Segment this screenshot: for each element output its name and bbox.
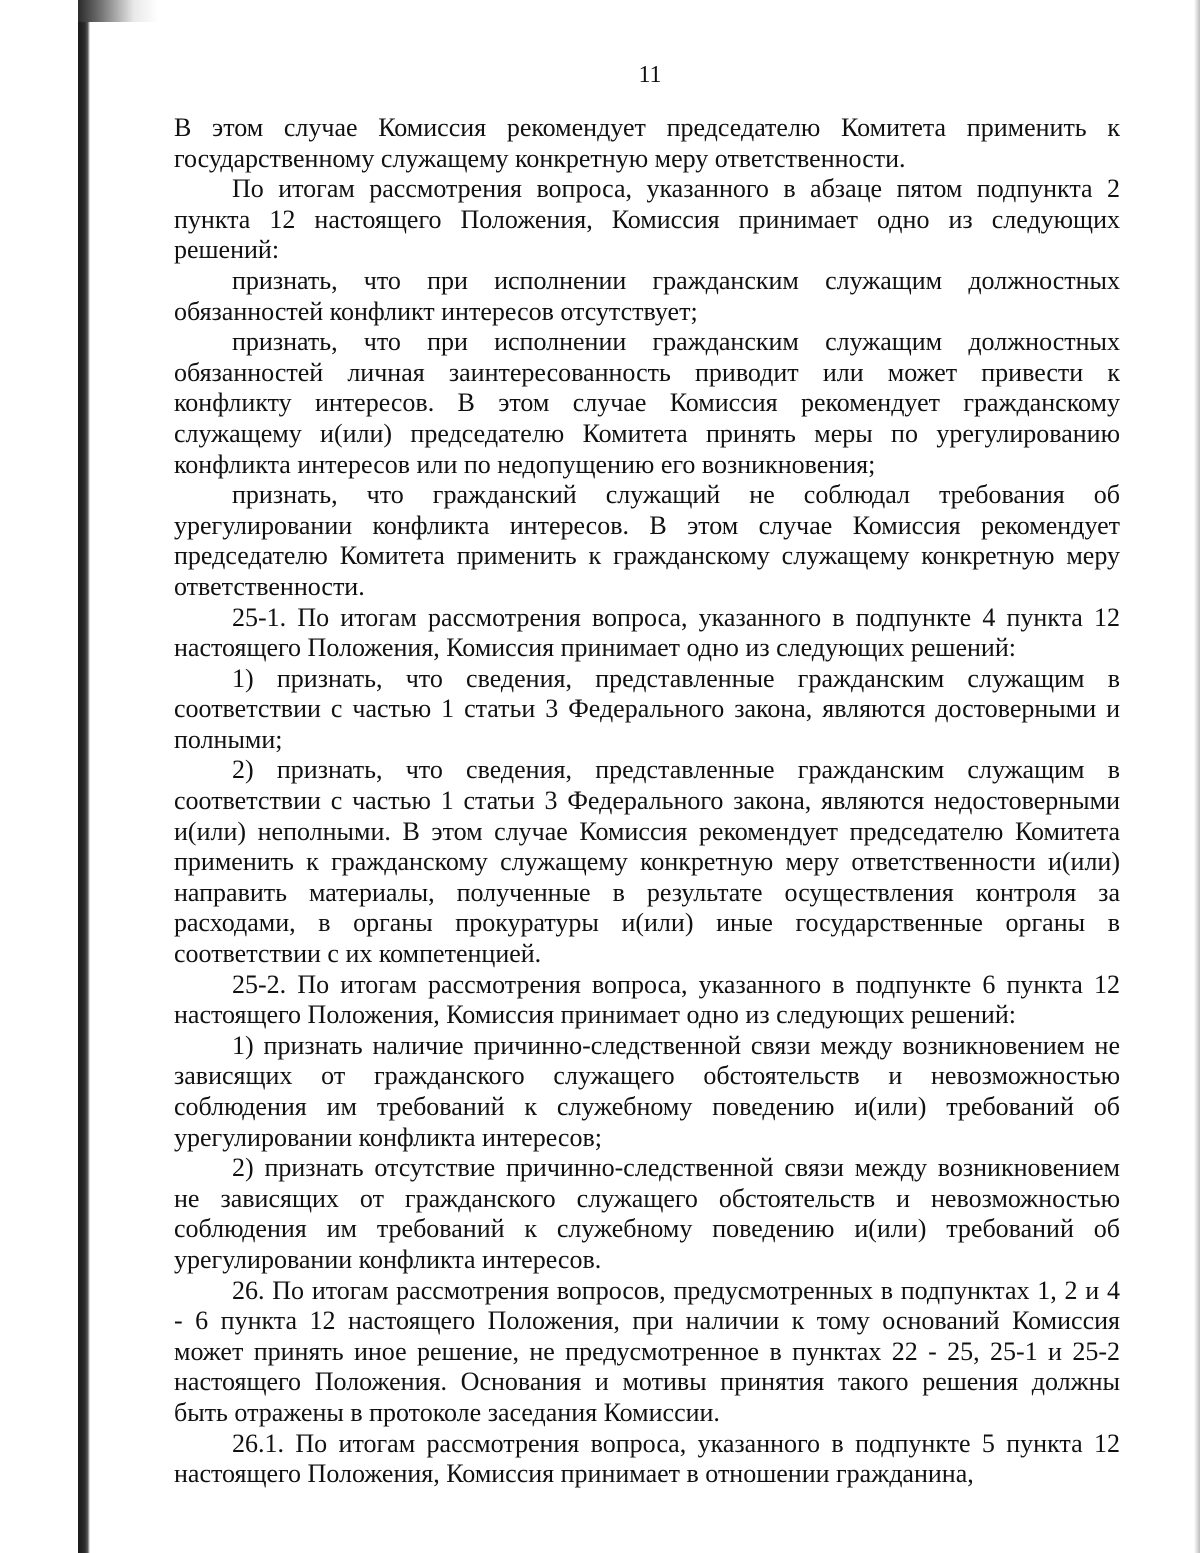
scan-corner-shadow (78, 0, 158, 22)
paragraph: признать, что при исполнении гражданским служащим должностных обязанностей конфликт интересов отсутствует; (174, 265, 1120, 326)
paragraph: 26. По итогам рассмотрения вопросов, предусмотренных в подпунктах 1, 2 и 4 - 6 пункта 12 настоящего Положения, при наличии к тому оснований Комиссия может принять иное решение, не предусмотренное в пунктах 22 - 25, 25-1 и 25-2 настоящего Положения. Основания и мотивы принятия такого решения должны быть отражены в протоколе заседания Комиссии. (174, 1275, 1120, 1427)
paragraph: 26.1. По итогам рассмотрения вопроса, указанного в подпункте 5 пункта 12 настоящего Положения, Комиссия принимает в отношении гражданина, (174, 1428, 1120, 1489)
document-body (174, 113, 1120, 1490)
paragraph-continuation: В этом случае Комиссия рекомендует председателю Комитета применить к государственному служащему конкретную меру ответственности. (174, 113, 1120, 173)
paragraph: 2) признать отсутствие причинно-следственной связи между возникновением не зависящих от гражданского служащего обстоятельств и невозможностью соблюдения им требований к служебному поведению и(или) требований об урегулировании конфликта интересов. (174, 1153, 1120, 1274)
paragraph: 1) признать наличие причинно-следственной связи между возникновением не зависящих от гражданского служащего обстоятельств и невозможностью соблюдения им требований к служебному поведению и(или) требований об урегулировании конфликта интересов; (174, 1030, 1120, 1152)
paragraph: 25-1. По итогам рассмотрения вопроса, указанного в подпункте 4 пункта 12 настоящего Положения, Комиссия принимает одно из следующих решений: (174, 602, 1120, 663)
page-number: 11 (638, 62, 662, 88)
paragraph: признать, что гражданский служащий не соблюдал требования об урегулировании конфликта интересов. В этом случае Комиссия рекомендует председателю Комитета применить к гражданскому служащему конкретную меру ответственности. (174, 480, 1120, 601)
scan-binding-edge (78, 0, 90, 1553)
paragraph: 25-2. По итогам рассмотрения вопроса, указанного в подпункте 6 пункта 12 настоящего Положения, Комиссия принимает одно из следующих решений: (174, 969, 1120, 1030)
paragraph: 2) признать, что сведения, представленные гражданским служащим в соответствии с частью 1 статьи 3 Федерального закона, являются недостоверными и(или) неполными. В этом случае Комиссия рекомендует председателю Комитета применить к гражданскому служащему конкретную меру ответственности и(или) направить материалы, полученные в результате осуществления контроля за расходами, в органы прокуратуры и(или) иные государственные органы в соответствии с их компетенцией. (174, 755, 1120, 969)
paragraph: По итогам рассмотрения вопроса, указанного в абзаце пятом подпункта 2 пункта 12 настоящего Положения, Комиссия принимает одно из следующих решений: (174, 174, 1120, 265)
paragraph: 1) признать, что сведения, представленные гражданским служащим в соответствии с частью 1 статьи 3 Федерального закона, являются достоверными и полными; (174, 663, 1120, 754)
scan-right-edge (1194, 0, 1200, 1553)
paragraph: признать, что при исполнении гражданским служащим должностных обязанностей личная заинтересованность приводит или может привести к конфликту интересов. В этом случае Комиссия рекомендует гражданскому служащему и(или) председателю Комитета принять меры по урегулированию конфликта интересов или по недопущению его возникновения; (174, 327, 1120, 479)
